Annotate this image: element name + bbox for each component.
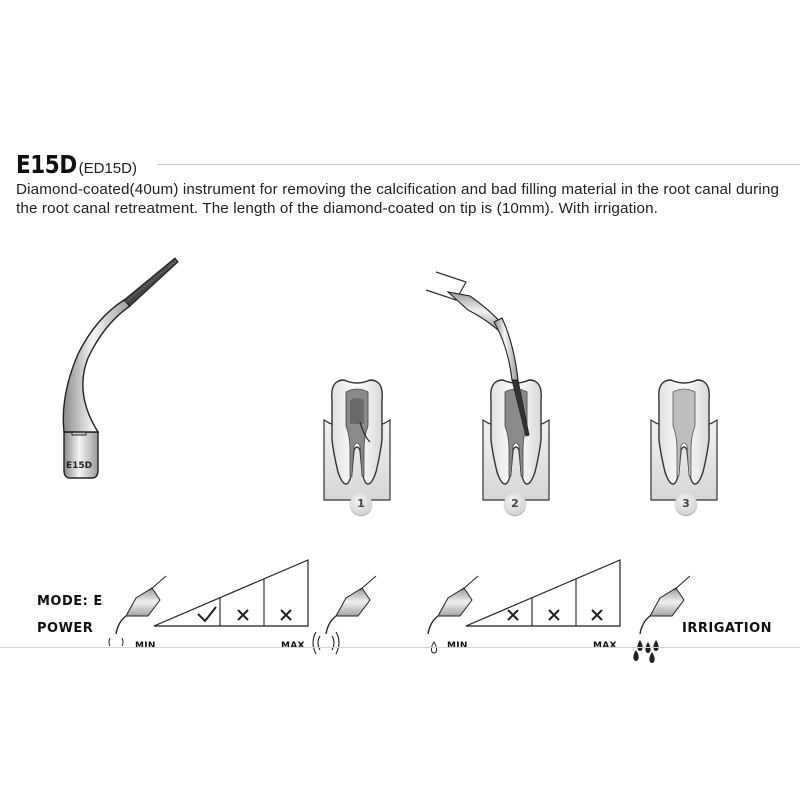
- handpiece-max-irrigation-icon: [633, 576, 690, 663]
- tooth-step-1-icon: [324, 380, 390, 500]
- power-level-chart: [154, 560, 308, 626]
- power-label: POWER: [37, 621, 94, 636]
- model-code: E15D: [16, 150, 77, 179]
- irrigation-level-chart: [466, 560, 620, 626]
- handpiece-min-power-icon: [109, 576, 166, 646]
- power-min-label: MIN: [135, 641, 156, 651]
- drop-icon: [637, 640, 642, 651]
- irrigation-label: IRRIGATION: [682, 621, 773, 636]
- tooth-step-2-icon: [483, 380, 549, 500]
- mode-label: MODE: E: [37, 594, 103, 609]
- irrigation-min-label: MIN: [447, 641, 468, 651]
- drop-icon: [653, 640, 658, 651]
- step-badge-3: 3: [675, 493, 697, 515]
- step-badge-2: 2: [504, 493, 526, 515]
- tip-engraved-code: E15D: [66, 461, 93, 471]
- endodontic-tip-icon: [63, 258, 178, 478]
- power-max-label: MAX: [281, 641, 305, 651]
- handpiece-max-power-icon: [313, 576, 376, 654]
- bottom-rule: [0, 647, 800, 648]
- alt-model-code: (ED15D): [78, 160, 137, 177]
- irrigation-max-label: MAX: [593, 641, 617, 651]
- drop-icon: [649, 652, 654, 663]
- step-badge-1: 1: [350, 493, 372, 515]
- drop-icon: [633, 650, 638, 661]
- tooth-step-3-icon: [651, 380, 717, 500]
- product-description: Diamond-coated(40um) instrument for removing the calcification and bad filling material in the root canal during the root canal retreatment. The length of the diamond-coated on tip is (10mm). With irrigation.: [16, 181, 780, 217]
